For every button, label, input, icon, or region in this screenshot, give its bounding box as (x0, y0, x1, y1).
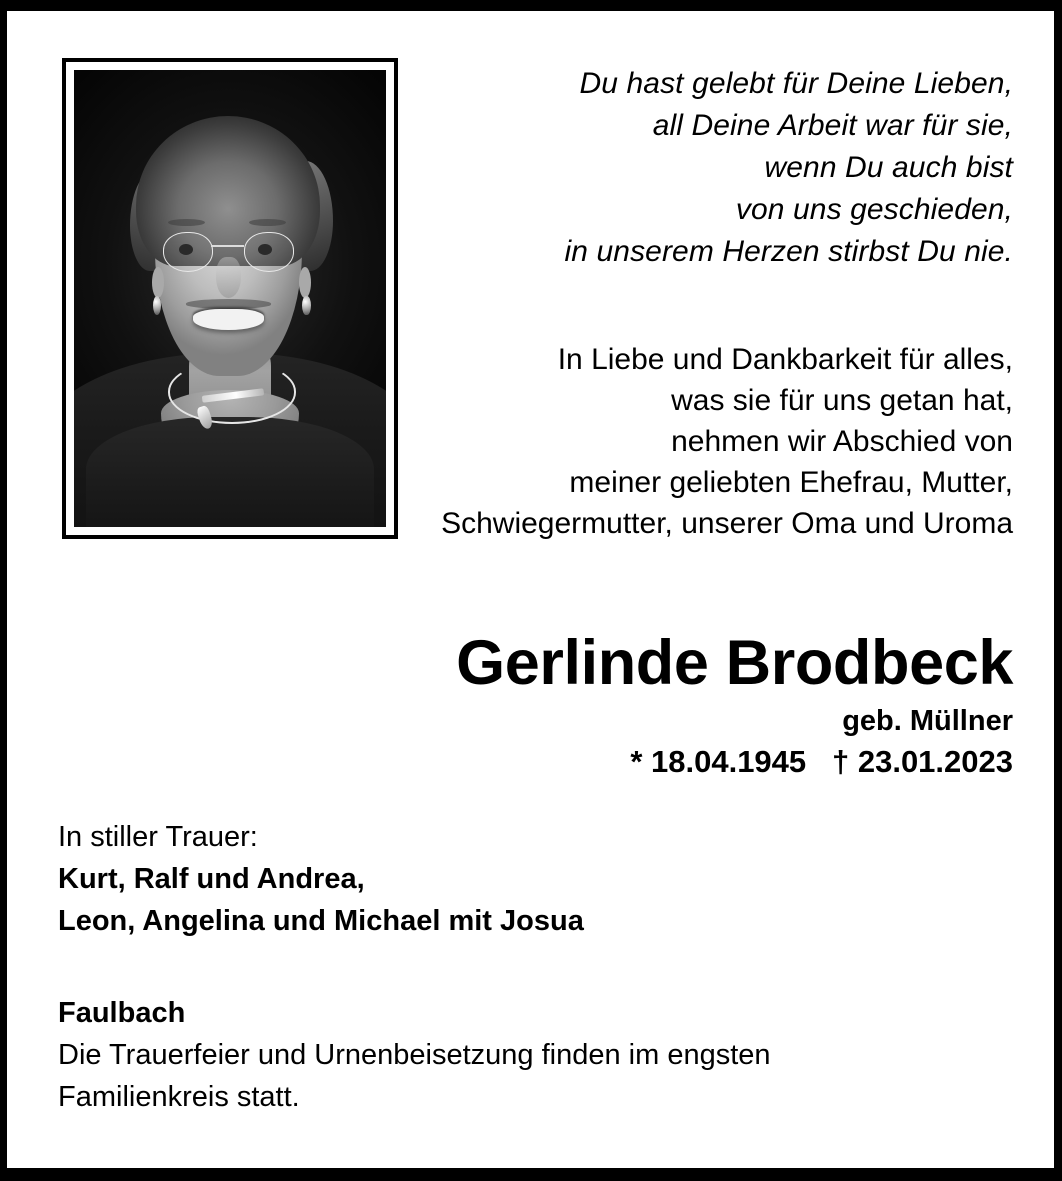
poem-line: wenn Du auch bist (764, 151, 1013, 184)
dedication-text (343, 339, 1013, 544)
dedication-line: was sie für uns getan hat, (671, 384, 1013, 417)
border-bottom (0, 1168, 1062, 1181)
portrait-photo (74, 70, 386, 527)
deceased-maiden-name: geb. Müllner (842, 705, 1013, 737)
photo-clothing (86, 417, 373, 527)
ceremony-line: Familienkreis statt. (58, 1081, 300, 1113)
deceased-name-block (207, 628, 1013, 782)
photo-eyeglass-lens-right (244, 232, 294, 271)
photo-earring-right (302, 296, 310, 315)
poem-line: in unserem Herzen stirbst Du nie. (564, 235, 1013, 268)
right-text-column (343, 63, 1013, 544)
dedication-line: nehmen wir Abschied von (671, 425, 1013, 458)
ceremony-place: Faulbach (58, 997, 186, 1029)
photo-smile (193, 309, 265, 330)
poem-line: all Deine Arbeit war für sie, (652, 109, 1013, 142)
dedication-line: In Liebe und Dankbarkeit für alles, (557, 343, 1013, 376)
ceremony-line: Die Trauerfeier und Urnenbeisetzung finden im engsten (58, 1039, 771, 1071)
dedication-line: meiner geliebten Ehefrau, Mutter, (569, 466, 1013, 499)
memorial-poem (343, 63, 1013, 273)
mourners-intro: In stiller Trauer: (58, 821, 258, 853)
border-top (0, 0, 1062, 11)
deceased-life-dates: * 18.04.1945 † 23.01.2023 (630, 744, 1013, 779)
poem-line: Du hast gelebt für Deine Lieben, (579, 67, 1013, 100)
photo-earring-left (153, 296, 161, 315)
poem-line: von uns geschieden, (735, 193, 1013, 226)
notice-inner-area (7, 11, 1054, 1168)
border-left (0, 0, 7, 1181)
photo-eyebrow-right (249, 219, 286, 226)
mourners-line: Leon, Angelina und Michael mit Josua (58, 905, 584, 937)
photo-eyeglass-lens-left (163, 232, 213, 271)
mourners-line: Kurt, Ralf und Andrea, (58, 863, 365, 895)
photo-eyeglass-bridge (211, 245, 244, 247)
lower-text-block (58, 816, 1008, 1118)
photo-eyebrow-left (168, 219, 205, 226)
deceased-name: Gerlinde Brodbeck (456, 628, 1013, 698)
photo-upper-lip (186, 299, 270, 308)
border-right (1054, 0, 1062, 1181)
dedication-line: Schwiegermutter, unserer Oma und Uroma (441, 507, 1013, 540)
